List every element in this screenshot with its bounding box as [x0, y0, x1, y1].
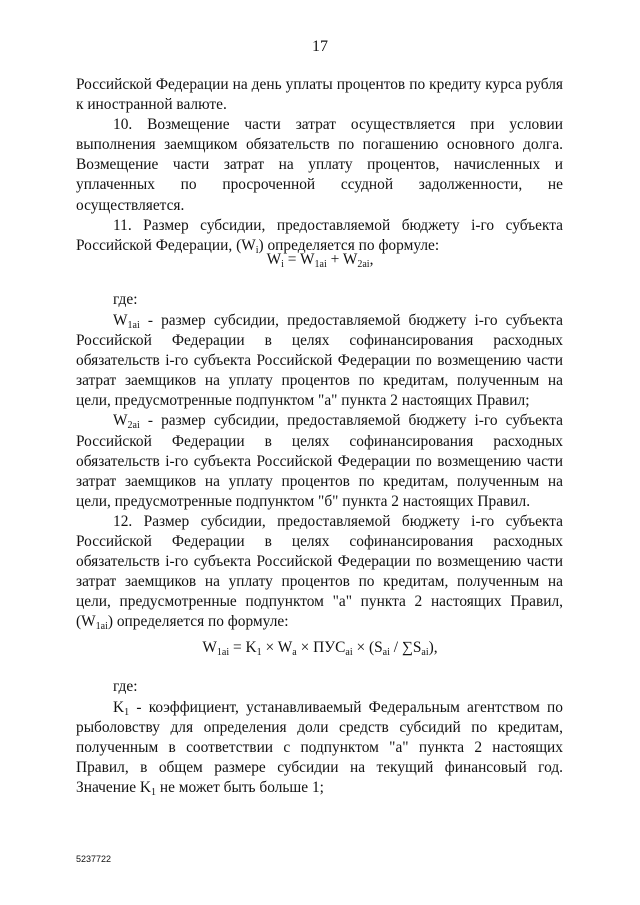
formula-w-1ai: $W_{1ai} = K_1 \times W_a \times ПУС_{ai} \times (S_{ai} / \sum S_{ai})$, — [202, 639, 438, 658]
definition-k1: $K_1$ - коэффициент, устанавливаемый Федеральным агентством по рыболовству для определения доли средств субсидий по кредитам, полученным в соответствии с подпунктом "а" пункта 2 настоящих Правил, в общем размере субсидии на текущий финансовый год. Значение $K_1$ не может быть больше 1; — [76, 699, 563, 799]
definition-w1ai: $W_{1ai}$ - размер субсидии, предоставляемой бюджету i-го субъекта Российской Федерации в целях софинансирования расходных обязательств i-го субъекта Российской Федерации по возмещению части затрат заемщиков на уплату процентов по кредитам, полученным на цели, предусмотренные подпунктом "а" пункта 2 настоящих Правил; — [76, 312, 563, 410]
formula-w-i: $W_i = W_{1ai} + W_{2ai}$, — [266, 251, 374, 270]
definition-w2ai: $W_{2ai}$ - размер субсидии, предоставляемой бюджету i-го субъекта Российской Федерации в целях софинансирования расходных обязательств i-го субъекта Российской Федерации по возмещению части затрат заемщиков на уплату процентов по кредитам, полученным на цели, предусмотренные подпунктом "б" пункта 2 настоящих Правил. — [76, 412, 563, 510]
paragraph-intro: Российской Федерации на день уплаты процентов по кредиту курса рубля к иностранной валюте. — [76, 76, 563, 114]
body-text-mid — [76, 311, 563, 633]
document-code: 5237722 — [76, 854, 112, 864]
body-text-top — [76, 75, 563, 256]
where-label-2: где: — [113, 678, 138, 695]
page-number: 17 — [312, 38, 328, 55]
body-text-bottom — [76, 698, 563, 798]
where-label-1: где: — [113, 291, 138, 308]
paragraph-12: 12. Размер субсидии, предоставляемой бюджету i-го субъекта Российской Федерации в целях софинансирования расходных обязательств i-го субъекта Российской Федерации по возмещению части затрат заемщиков на уплату процентов по кредитам, полученным на цели, предусмотренные подпунктом "а" пункта 2 настоящих Правил, $(W_{1ai})$ определяется по формуле: — [76, 512, 563, 633]
paragraph-10: 10. Возмещение части затрат осуществляется при условии выполнения заемщиком обязательств по погашению основного долга. Возмещение части затрат на уплату процентов, начисленных и уплаченных по просроченной ссудной задолженности, не осуществляется. — [76, 116, 563, 214]
paragraph-11: 11. Размер субсидии, предоставляемой бюджету i-го субъекта Российской Федерации, $(W_i)$ определяется по формуле: — [76, 216, 563, 256]
